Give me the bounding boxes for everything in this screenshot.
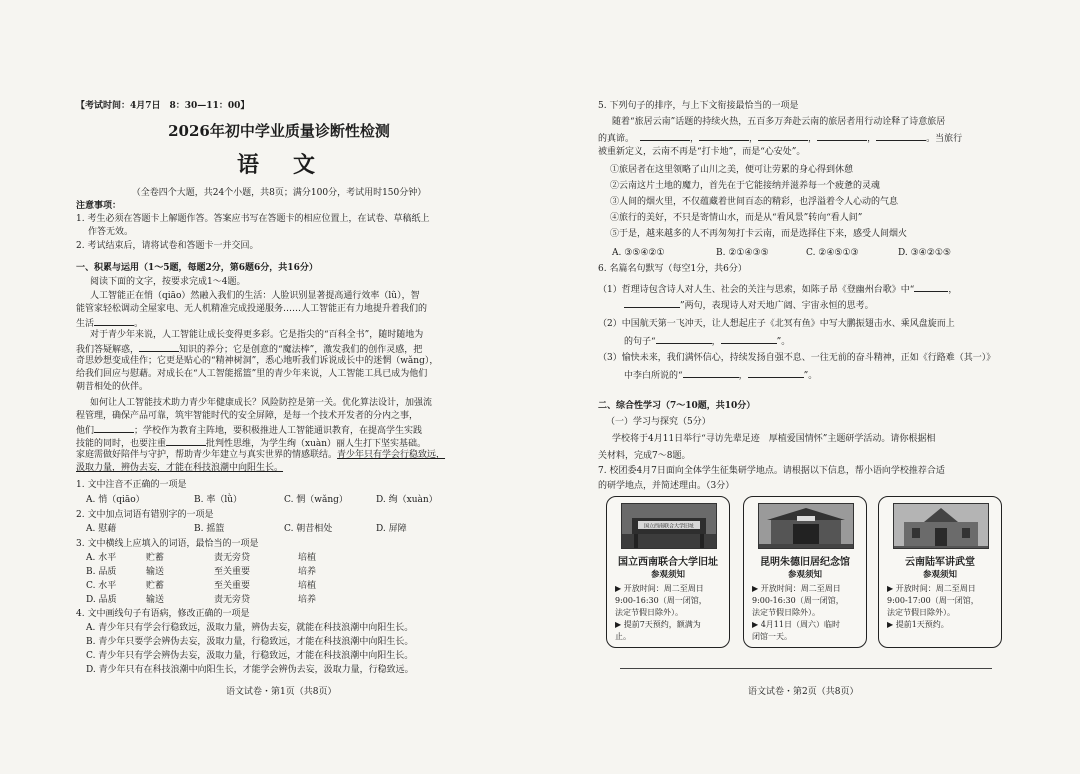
para-2: 奇思妙想变成佳作；它更是贴心的“精神树洞”，悉心地听我们诉说成长中的迷惘（wǎng）， xyxy=(76,356,439,366)
question-6: 6. 名篇名句默写（每空1分，共6分） xyxy=(598,264,747,274)
activity-intro: 学校将于4月11日举行“寻访先辈足迹 厚植爱国情怀”主题研学活动。请你根据相 xyxy=(612,434,936,444)
q2-option: B. 摇篮 xyxy=(194,524,225,534)
fill-blank xyxy=(721,334,777,344)
exam-time: 【考试时间：4月7日 8：30—11：00】 xyxy=(76,101,250,111)
question-5: 5. 下列句子的排序，与上下文衔接最恰当的一项是 xyxy=(598,101,799,111)
venue-name: 国立西南联合大学旧址 xyxy=(618,557,718,568)
visit-notice-line: ▶ 提前7天预约，额满为 xyxy=(615,620,701,629)
q4-option: B. 青少年只要学会辨伪去妄，汲取力量，行稳致远，才能在科技浪潮中向阳生长。 xyxy=(86,637,414,647)
fill-blank xyxy=(699,131,749,141)
q3-option-cell: 培植 xyxy=(298,553,317,563)
q5-sentence: ②云南这片土地的魔力，首先在于它能接纳并滋养每一个疲惫的灵魂 xyxy=(610,181,881,191)
para-2-text: 我们答疑解惑， xyxy=(76,345,140,355)
para-1: 生活 。 xyxy=(76,316,482,331)
para-3: 如何让人工智能技术助力青少年健康成长？风险防控是第一关。优化算法设计，加强流 xyxy=(90,398,433,408)
subject-title: 语 文 xyxy=(236,152,321,178)
q3-option-cell: 责无旁贷 xyxy=(214,595,251,605)
q5-option: A. ③⑤④②① xyxy=(612,248,665,258)
page-footer: 语文试卷・第1页（共8页） xyxy=(226,687,337,697)
section-2-heading: 二、综合性学习（7～10题，共10分） xyxy=(598,401,756,411)
fill-blank xyxy=(139,342,179,352)
underlined-sentence: 青少年只有学会行稳致远， xyxy=(337,450,446,460)
q3-option-cell: 贮蓄 xyxy=(146,581,165,591)
fill-blank xyxy=(876,131,926,141)
q3-option-cell: 输送 xyxy=(146,567,165,577)
q5-context: 的真谛。 ， ， ， ， 。当旅行 xyxy=(598,131,1000,146)
q5-option: B. ②①④③⑤ xyxy=(716,248,769,258)
subsection-heading: （一）学习与探究（5分） xyxy=(606,417,711,427)
q5-context: 被重新定义，云南不再是“打卡地”，而是“心安处”。 xyxy=(598,147,806,157)
q2-option: D. 屏障 xyxy=(376,524,407,534)
question-1: 1. 文中注音不正确的一项是 xyxy=(76,480,187,490)
gate-image xyxy=(622,504,716,548)
q6-item-1 xyxy=(624,298,1000,313)
activity-intro: 关材料，完成7～8题。 xyxy=(598,451,691,461)
para-1: 人工智能正在悄（qiāo）然融入我们的生活：人脸识别显著提高通行效率（lǜ），智 xyxy=(90,291,420,301)
venue-photo xyxy=(893,503,989,549)
visit-notice-line: 9:00-17:00（周一闭馆， xyxy=(887,596,979,605)
para-3-text: ；学校作为教育主阵地，要积极推进人工智能通识教育，在提高学生实践 xyxy=(134,426,423,436)
q2-option: C. 朝昔相处 xyxy=(284,524,333,534)
notice-1-cont: 作答无效。 xyxy=(88,227,134,237)
fill-blank xyxy=(748,368,804,378)
question-3: 3. 文中横线上应填入的词语，最恰当的一项是 xyxy=(76,539,259,549)
q3-option-cell: 责无旁贷 xyxy=(214,553,251,563)
visit-notice-line: 法定节假日除外）。 xyxy=(887,608,955,617)
visit-notice-line: ▶ 提前1天预约。 xyxy=(887,620,949,629)
visit-notice-title: 参观须知 xyxy=(787,570,822,580)
para-2: 朝昔相处的伙伴。 xyxy=(76,382,149,392)
visit-notice-title: 参观须知 xyxy=(650,570,685,580)
q5-option: D. ③④②①⑤ xyxy=(898,248,951,258)
q3-option-cell: D. 品质 xyxy=(86,595,117,605)
visit-notice-line: 止。 xyxy=(615,632,631,641)
q4-option: C. 青少年只有学会辨伪去妄，汲取力量，行稳致远，才能在科技浪潮中向阳生长。 xyxy=(86,651,414,661)
fill-blank xyxy=(683,368,739,378)
q3-option-cell: 培植 xyxy=(298,581,317,591)
q6-item-2: 的句子“ ， ”。 xyxy=(624,334,1000,349)
q4-option: D. 青少年只有在科技浪潮中向阳生长，才能学会辨伪去妄，汲取力量，行稳致远。 xyxy=(86,665,414,675)
q1-option: B. 率（lǜ） xyxy=(194,495,243,505)
q2-option: A. 慰藉 xyxy=(86,524,117,534)
venue-card-lianda xyxy=(606,496,730,648)
visit-notice-line: ▶ 开放时间：周二至周日 xyxy=(887,584,976,593)
question-7: 7. 校团委4月7日面向全体学生征集研学地点。请根据以下信息，帮小语向学校推荐合适 xyxy=(598,466,945,476)
para-2: 给我们回应与慰藉。对成长在“人工智能摇篮”里的青少年来说，人工智能工具已成为他们 xyxy=(76,369,428,379)
visit-notice-title: 参观须知 xyxy=(922,570,957,580)
page-footer: 语文试卷・第2页（共8页） xyxy=(748,687,859,697)
para-1: 能管家轻松调动全屋家电、无人机精准完成投递服务……人工智能正有力地提升着我们的 xyxy=(76,304,428,314)
q3-option-cell: 至关重要 xyxy=(214,567,251,577)
visit-notice-line: 闭馆一天。 xyxy=(752,632,792,641)
section-1-heading: 一、积累与运用（1～5题，每题2分，第6题6分，共16分） xyxy=(76,263,318,273)
q1-option: D. 绚（xuàn） xyxy=(376,495,438,505)
notice-heading: 注意事项： xyxy=(76,201,122,211)
venue-name: 昆明朱德旧居纪念馆 xyxy=(760,557,850,568)
fill-blank xyxy=(914,282,948,292)
q3-option-cell: 培养 xyxy=(298,567,317,577)
para-3 xyxy=(76,449,482,462)
q5-option: C. ②④⑤①③ xyxy=(806,248,859,258)
residence-image xyxy=(759,504,853,548)
page-two xyxy=(598,0,1000,774)
fill-blank xyxy=(94,316,134,326)
q1-option: A. 悄（qiāo） xyxy=(86,495,145,505)
venue-photo xyxy=(621,503,717,549)
visit-notice-line: ▶ 开放时间：周二至周日 xyxy=(752,584,841,593)
q3-option-cell: A. 水平 xyxy=(86,553,117,563)
visit-notice-line: 9:00-16:30（周一闭馆， xyxy=(752,596,844,605)
q3-option-cell: 至关重要 xyxy=(214,581,251,591)
underlined-sentence: 汲取力量，辨伪去妄，才能在科技浪潮中向阳生长。 xyxy=(76,463,284,473)
fill-blank xyxy=(624,298,680,308)
para-3-text: 他们 xyxy=(76,426,95,436)
visit-notice-line: 法定节假日除外）。 xyxy=(752,608,820,617)
question-2: 2. 文中加点词语有错别字的一项是 xyxy=(76,510,214,520)
visit-notice-line: 9:00-16:30（周一闭馆， xyxy=(615,596,707,605)
visit-notice-line: 法定节假日除外）。 xyxy=(615,608,683,617)
venue-card-zhude xyxy=(743,496,867,648)
answer-line xyxy=(620,668,992,669)
q3-option-cell: B. 品质 xyxy=(86,567,117,577)
fill-blank xyxy=(94,423,134,433)
question-7: 的研学地点，并简述理由。（3分） xyxy=(598,481,735,491)
q5-sentence: ④旅行的美好，不只是寄情山水，而是从“看风景”转向“看人间” xyxy=(610,213,863,223)
q6-text: 中李白所说的“ xyxy=(624,371,683,381)
question-4: 4. 文中画线句子有语病，修改正确的一项是 xyxy=(76,609,250,619)
exam-scope: （全卷四个大题，共24个小题，共8页；满分100分，考试用时150分钟） xyxy=(131,188,427,198)
academy-image xyxy=(894,504,988,548)
q3-option-cell: 输送 xyxy=(146,595,165,605)
para-3-text: 批判性思维，为学生绚（xuàn）丽人生打下坚实基础。 xyxy=(206,439,427,449)
q6-text: （1）哲理诗包含诗人对人生、社会的关注与思索，如陈子昂《登幽州台歌》中“ xyxy=(598,285,915,295)
notice-2: 2. 考试结束后，请将试卷和答题卡一并交回。 xyxy=(76,241,259,251)
q3-option-cell: 培养 xyxy=(298,595,317,605)
para-2: 对于青少年来说，人工智能让成长变得更多彩。它是指尖的“百科全书”，随时随地为 xyxy=(90,330,424,340)
q4-option: A. 青少年只有学会行稳致远，汲取力量，辨伪去妄，就能在科技浪潮中向阳生长。 xyxy=(86,623,414,633)
fill-blank xyxy=(817,131,867,141)
section-1-intro: 阅读下面的文字，按要求完成1～4题。 xyxy=(90,277,246,287)
q5-sentence: ⑤于是，越来越多的人不再匆匆打卡云南，而是选择住下来，感受人间烟火 xyxy=(610,229,908,239)
q6-item-1: （1）哲理诗包含诗人对人生、社会的关注与思索，如陈子昂《登幽州台歌》中“ ， xyxy=(598,282,1000,297)
q5-sentence: ③人间的烟火里，不仅蕴藏着世间百态的精彩，也浮溢着令人心动的气息 xyxy=(610,197,899,207)
q5-context-text: 。当旅行 xyxy=(926,134,963,144)
para-3-text: 技能的同时，也要注重 xyxy=(76,439,167,449)
gate-sign: 国立西南联合大学旧址 xyxy=(643,523,695,530)
venue-name: 云南陆军讲武堂 xyxy=(905,557,975,568)
venue-card-jiangwutang xyxy=(878,496,1002,648)
q6-text: 的句子“ xyxy=(624,337,656,347)
visit-notice-line: ▶ 4月11日（周六）临时 xyxy=(752,620,840,629)
q3-option-cell: C. 水平 xyxy=(86,581,117,591)
q5-context: 随着“旅居云南”话题的持续火热，五百多万奔赴云南的旅居者用行动诠释了诗意旅居 xyxy=(612,117,946,127)
para-3-text: 家庭需做好陪伴与守护，帮助青少年建立与真实世界的情感联结。 xyxy=(76,450,338,460)
q5-sentence: ①旅居者在这里领略了山川之美，便可让劳累的身心得到休憩 xyxy=(610,165,854,175)
fill-blank xyxy=(166,436,206,446)
q6-item-3: 中李白所说的“ ， ”。 xyxy=(624,368,1000,383)
para-3: 程管理，确保产品可靠，筑牢智能时代的安全屏障，是每一个技术开发者的分内之事， xyxy=(76,411,419,421)
fill-blank xyxy=(656,334,712,344)
venue-photo xyxy=(758,503,854,549)
para-1-text: 生活 xyxy=(76,319,95,329)
para-2-text: 知识的养分；它是创意的“魔法棒”，激发我们的创作灵感，把 xyxy=(179,345,423,355)
q1-option: C. 惘（wǎng） xyxy=(284,495,348,505)
main-title: 2026年初中学业质量诊断性检测 xyxy=(168,122,390,140)
notice-1: 1. 考生必须在答题卡上解题作答。答案应书写在答题卡的相应位置上，在试卷、草稿纸上 xyxy=(76,214,430,224)
page-one xyxy=(76,0,482,774)
fill-blank xyxy=(758,131,808,141)
q6-item-3: （3）愉快未来，我们满怀信心，持续发扬自强不息、一往无前的奋斗精神，正如《行路难（其一）》 xyxy=(598,353,996,363)
q6-item-2: （2）中国航天第一飞冲天，让人想起庄子《北冥有鱼》中写大鹏振翅击水、乘风盘旋而上 xyxy=(598,319,955,329)
fill-blank xyxy=(640,131,690,141)
visit-notice-line: ▶ 开放时间：周二至周日 xyxy=(615,584,704,593)
q6-text: ”两句，表现诗人对天地广阔、宇宙永恒的思考。 xyxy=(680,301,874,311)
q3-option-cell: 贮蓄 xyxy=(146,553,165,563)
q5-context-text: 的真谛。 xyxy=(598,134,635,144)
